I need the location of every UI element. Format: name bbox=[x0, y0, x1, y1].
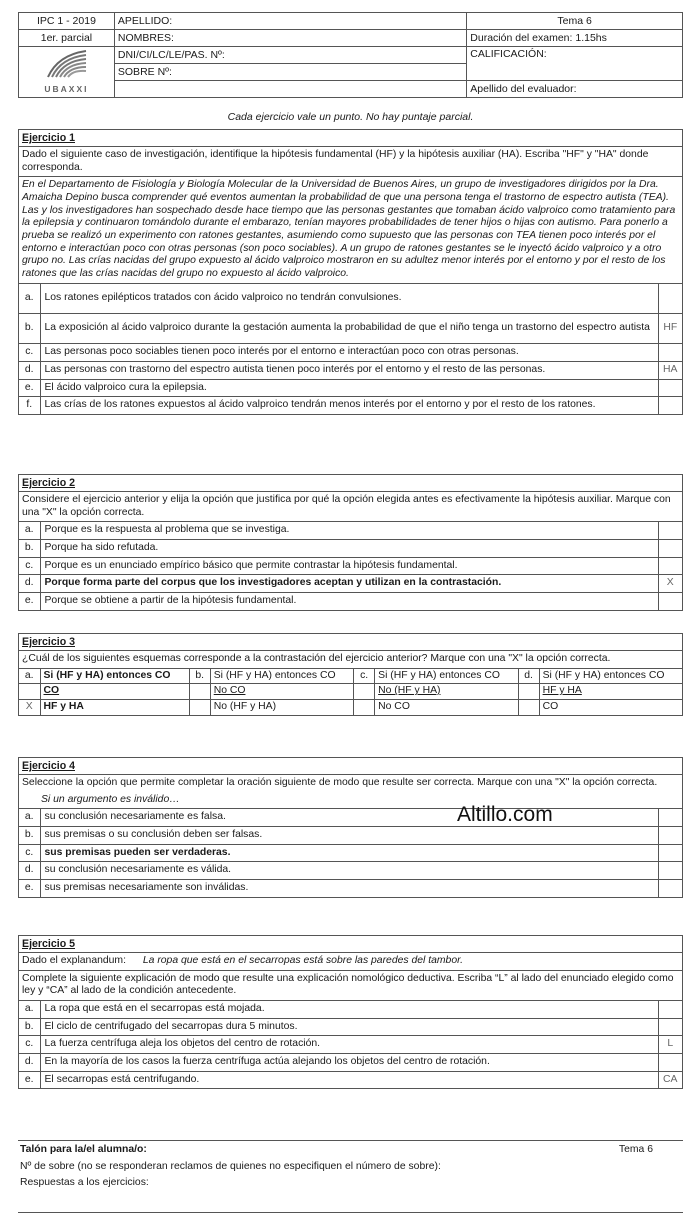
stub-header bbox=[20, 1144, 681, 1157]
scheme-letter: b. bbox=[189, 669, 210, 684]
exercise-1-title: Ejercicio 1 bbox=[19, 130, 682, 147]
exercise-2-instruction: Considere el ejercicio anterior y elija la opción que justifica por qué la opción elegida antes es efectivamente la hipótesis auxiliar. Marque con una "X" la opción correcta. bbox=[19, 492, 682, 522]
option-letter: b. bbox=[19, 314, 40, 344]
option-row bbox=[19, 361, 682, 379]
ubaxxi-logo-icon bbox=[44, 49, 88, 79]
exercise-5-title: Ejercicio 5 bbox=[19, 936, 682, 953]
exercise-3-instruction: ¿Cuál de los siguientes esquemas corresponde a la contrastación del ejercicio anterior? Marque con una "X" la opción correcta. bbox=[19, 651, 682, 669]
exercise-1-instruction: Dado el siguiente caso de investigación, identifique la hipótesis fundamental (HF) y la hipótesis auxiliar (HA). Escriba "HF" y "HA" donde corresponda. bbox=[19, 147, 682, 177]
course-cell: IPC 1 - 2019 bbox=[19, 13, 115, 30]
option-letter: c. bbox=[19, 844, 40, 862]
tema-cell: Tema 6 bbox=[467, 13, 683, 30]
scheme-premise-1: Si (HF y HA) entonces CO bbox=[539, 669, 682, 684]
option-row bbox=[19, 1001, 682, 1018]
answer-cell[interactable] bbox=[658, 1054, 682, 1072]
answer-cell[interactable] bbox=[658, 557, 682, 575]
answer-cell[interactable]: L bbox=[658, 1036, 682, 1054]
scheme-letter: a. bbox=[19, 669, 40, 684]
option-letter: a. bbox=[19, 522, 40, 539]
option-text: Porque se obtiene a partir de la hipótesis fundamental. bbox=[40, 593, 658, 610]
stub-sobre[interactable]: Nº de sobre (no se responderan reclamos de quienes no especifiquen el número de sobre): bbox=[20, 1160, 441, 1172]
answer-cell[interactable]: HF bbox=[658, 314, 682, 344]
option-text: La exposición al ácido valproico durante la gestación aumenta la probabilidad de que el niño tenga un trastorno del espectro autista bbox=[40, 314, 658, 344]
explanandum-text: La ropa que está en el secarropas está sobre las paredes del tambor. bbox=[142, 954, 464, 966]
answer-cell[interactable] bbox=[658, 844, 682, 862]
option-row bbox=[19, 557, 682, 575]
option-text: Las personas con trastorno del espectro autista tienen poco interés por el entorno y el resto de las personas. bbox=[40, 361, 658, 379]
option-text: El ácido valproico cura la epilepsia. bbox=[40, 379, 658, 397]
option-letter: b. bbox=[19, 1018, 40, 1036]
option-letter: b. bbox=[19, 826, 40, 844]
scheme-premise-1: Si (HF y HA) entonces CO bbox=[375, 669, 518, 684]
answer-cell[interactable] bbox=[354, 699, 375, 714]
scheme-premise-2: No (HF y HA) bbox=[375, 684, 518, 700]
option-row bbox=[19, 539, 682, 557]
answer-cell[interactable] bbox=[658, 344, 682, 362]
option-letter: a. bbox=[19, 284, 40, 314]
answer-cell[interactable] bbox=[658, 593, 682, 610]
exercise-1 bbox=[18, 129, 683, 415]
option-row bbox=[19, 379, 682, 397]
option-text: sus premisas necesariamente son inválidas. bbox=[40, 880, 658, 897]
scheme-conclusion: HF y HA bbox=[40, 699, 189, 714]
option-letter: d. bbox=[19, 575, 40, 593]
scheme-conclusion: No CO bbox=[375, 699, 518, 714]
answer-cell[interactable] bbox=[658, 862, 682, 880]
exercise-1-options bbox=[19, 284, 682, 414]
scheme-premise-2: CO bbox=[40, 684, 189, 700]
option-row bbox=[19, 862, 682, 880]
exercise-2-options bbox=[19, 522, 682, 609]
scheme-premise-1: Si (HF y HA) entonces CO bbox=[210, 669, 353, 684]
scheme-row bbox=[19, 684, 682, 700]
stub-title: Talón para la/el alumna/o: bbox=[20, 1144, 147, 1155]
exercise-4 bbox=[18, 757, 683, 898]
exercise-2 bbox=[18, 474, 683, 611]
option-row bbox=[19, 397, 682, 414]
evaluador-cell: Apellido del evaluador: bbox=[467, 81, 683, 98]
option-text: Las personas poco sociables tienen poco interés por el entorno e interactúan poco con otras personas. bbox=[40, 344, 658, 362]
scheme-conclusion: No (HF y HA) bbox=[210, 699, 353, 714]
dni-field[interactable]: DNI/CI/LC/LE/PAS. Nº: bbox=[114, 47, 466, 64]
exercise-3 bbox=[18, 633, 683, 716]
answer-cell[interactable] bbox=[658, 826, 682, 844]
exercise-5-explanandum bbox=[19, 953, 682, 971]
option-row bbox=[19, 344, 682, 362]
option-row bbox=[19, 844, 682, 862]
scheme-spacer bbox=[189, 684, 210, 700]
sobre-field[interactable]: SOBRE Nº: bbox=[114, 64, 466, 81]
scheme-spacer bbox=[518, 684, 539, 700]
exercise-5 bbox=[18, 935, 683, 1089]
option-text: Porque es la respuesta al problema que se investiga. bbox=[40, 522, 658, 539]
exercise-5-options bbox=[19, 1001, 682, 1088]
option-row bbox=[19, 880, 682, 897]
option-letter: e. bbox=[19, 379, 40, 397]
option-text: Las crías de los ratones expuestos al ácido valproico tendrán menos interés por el entorno y por el resto de los ratones. bbox=[40, 397, 658, 414]
option-row bbox=[19, 575, 682, 593]
exercise-4-options bbox=[19, 809, 682, 896]
answer-cell[interactable] bbox=[518, 699, 539, 714]
scheme-row bbox=[19, 669, 682, 684]
option-row bbox=[19, 593, 682, 610]
explanandum-label: Dado el explanandum: bbox=[22, 954, 126, 966]
option-letter: e. bbox=[19, 593, 40, 610]
student-stub bbox=[18, 1140, 683, 1213]
scoring-note: Cada ejercicio vale un punto. No hay puntaje parcial. bbox=[227, 111, 474, 123]
ubaxxi-logo bbox=[19, 47, 115, 98]
scheme-conclusion: CO bbox=[539, 699, 682, 714]
option-text: Los ratones epilépticos tratados con ácido valproico no tendrán convulsiones. bbox=[40, 284, 658, 314]
option-row bbox=[19, 284, 682, 314]
option-text: La fuerza centrífuga aleja los objetos del centro de rotación. bbox=[40, 1036, 658, 1054]
exercise-5-instruction: Complete la siguiente explicación de modo que resulte una explicación nomológico deductiva. Escriba “L” al lado del enunciado elegido como ley y “CA” al lado de la condición antecedente. bbox=[19, 971, 682, 1001]
answer-cell[interactable] bbox=[658, 284, 682, 314]
option-letter: c. bbox=[19, 1036, 40, 1054]
scheme-row bbox=[19, 699, 682, 714]
scheme-spacer bbox=[19, 684, 40, 700]
answer-cell[interactable] bbox=[658, 522, 682, 539]
option-letter: f. bbox=[19, 397, 40, 414]
answer-cell[interactable]: X bbox=[658, 575, 682, 593]
apellido-field[interactable]: APELLIDO: bbox=[114, 13, 466, 30]
answer-cell[interactable] bbox=[658, 1001, 682, 1018]
option-letter: e. bbox=[19, 1071, 40, 1088]
option-row bbox=[19, 809, 682, 826]
answer-cell[interactable] bbox=[658, 539, 682, 557]
exam-header bbox=[18, 12, 683, 98]
option-letter: c. bbox=[19, 344, 40, 362]
answer-cell[interactable] bbox=[658, 809, 682, 826]
option-letter: d. bbox=[19, 1054, 40, 1072]
exercise-2-title: Ejercicio 2 bbox=[19, 475, 682, 492]
exercise-3-schemes bbox=[19, 669, 682, 715]
option-letter: d. bbox=[19, 862, 40, 880]
option-row bbox=[19, 826, 682, 844]
stub-tema: Tema 6 bbox=[618, 1144, 653, 1155]
scheme-spacer bbox=[354, 684, 375, 700]
watermark: Altillo.com bbox=[457, 803, 553, 826]
scheme-premise-2: HF y HA bbox=[539, 684, 682, 700]
answer-cell[interactable] bbox=[658, 379, 682, 397]
stub-respuestas[interactable]: Respuestas a los ejercicios: bbox=[20, 1177, 149, 1189]
option-text: Porque forma parte del corpus que los investigadores aceptan y utilizan en la contrastación. bbox=[40, 575, 658, 593]
option-row bbox=[19, 1018, 682, 1036]
option-text: sus premisas pueden ser verdaderas. bbox=[40, 844, 658, 862]
answer-cell[interactable] bbox=[658, 880, 682, 897]
option-row bbox=[19, 1071, 682, 1088]
blank-cell bbox=[114, 81, 466, 98]
option-text: Porque ha sido refutada. bbox=[40, 539, 658, 557]
answer-cell[interactable] bbox=[658, 1018, 682, 1036]
exercise-4-instruction: Seleccione la opción que permite completar la oración siguiente de modo que resulte ser correcta. Marque con una "X" la opción correcta. bbox=[22, 776, 658, 788]
exercise-4-title: Ejercicio 4 bbox=[19, 758, 682, 775]
option-text: Porque es un enunciado empírico básico que permite contrastar la hipótesis fundamental. bbox=[40, 557, 658, 575]
answer-cell[interactable] bbox=[658, 397, 682, 414]
option-letter: e. bbox=[19, 880, 40, 897]
duracion-cell: Duración del examen: 1.15hs bbox=[467, 30, 683, 47]
option-text: sus premisas o su conclusión deben ser falsas. bbox=[40, 826, 658, 844]
option-text: El secarropas está centrifugando. bbox=[40, 1071, 658, 1088]
scheme-premise-1: Si (HF y HA) entonces CO bbox=[40, 669, 189, 684]
option-text: su conclusión necesariamente es válida. bbox=[40, 862, 658, 880]
option-text: La ropa que está en el secarropas está mojada. bbox=[40, 1001, 658, 1018]
answer-cell[interactable]: X bbox=[19, 699, 40, 714]
exam-type-cell: 1er. parcial bbox=[19, 30, 115, 47]
exercise-3-title: Ejercicio 3 bbox=[19, 634, 682, 651]
logo-text: UBAXXI bbox=[44, 83, 89, 94]
option-row bbox=[19, 522, 682, 539]
option-letter: c. bbox=[19, 557, 40, 575]
answer-cell[interactable]: CA bbox=[663, 1073, 678, 1085]
exercise-4-sentence: Si un argumento es inválido… bbox=[19, 792, 682, 810]
option-letter: b. bbox=[19, 539, 40, 557]
calificacion-cell: CALIFICACIÓN: bbox=[467, 47, 683, 81]
exercise-1-case: En el Departamento de Fisiología y Biología Molecular de la Universidad de Buenos Aires, un grupo de investigadores dirigidos por la Dra. Amaicha Depino busca comprender qué eventos aumentan la probabilidad de que una persona tenga el trastorno de espectro autista (TEA). Las y los investigadores han sospechado desde hace tiempo que las personas gestantes que tomaban ácido valproico como tratamiento para la epilepsia y continuaron tomándolo durante el embarazo, tenían mayores probabilidades de tener hijos o hijas con autismo. Para ponerlo a prueba se realizó un experimento con ratones gestantes, asumiendo como supuesto que las personas con TEA tienen poco interés por el entorno e interactúan poco con otras personas (son poco sociables). A un grupo de ratones gestantes se le inyectó ácido valproico y a otro grupo no. Las crías nacidas del grupo expuesto al ácido valproico mostraron en su adultez menor interés por el entorno y por el resto de los ratones que las crías nacidas del grupo no expuesto al ácido valproico. bbox=[19, 177, 682, 284]
option-text: su conclusión necesariamente es falsa. bbox=[40, 809, 658, 826]
option-row bbox=[19, 1054, 682, 1072]
option-row bbox=[19, 1036, 682, 1054]
scheme-premise-2: No CO bbox=[210, 684, 353, 700]
option-text: En la mayoría de los casos la fuerza centrífuga actúa alejando los objetos del centro de rotación. bbox=[40, 1054, 658, 1072]
option-letter: d. bbox=[19, 361, 40, 379]
scheme-letter: c. bbox=[354, 669, 375, 684]
nombres-field[interactable]: NOMBRES: bbox=[114, 30, 466, 47]
scheme-letter: d. bbox=[518, 669, 539, 684]
option-row bbox=[19, 314, 682, 344]
option-text: El ciclo de centrifugado del secarropas dura 5 minutos. bbox=[40, 1018, 658, 1036]
answer-cell[interactable] bbox=[189, 699, 210, 714]
answer-cell[interactable]: HA bbox=[658, 361, 682, 379]
option-letter: a. bbox=[19, 1001, 40, 1018]
option-letter: a. bbox=[19, 809, 40, 826]
